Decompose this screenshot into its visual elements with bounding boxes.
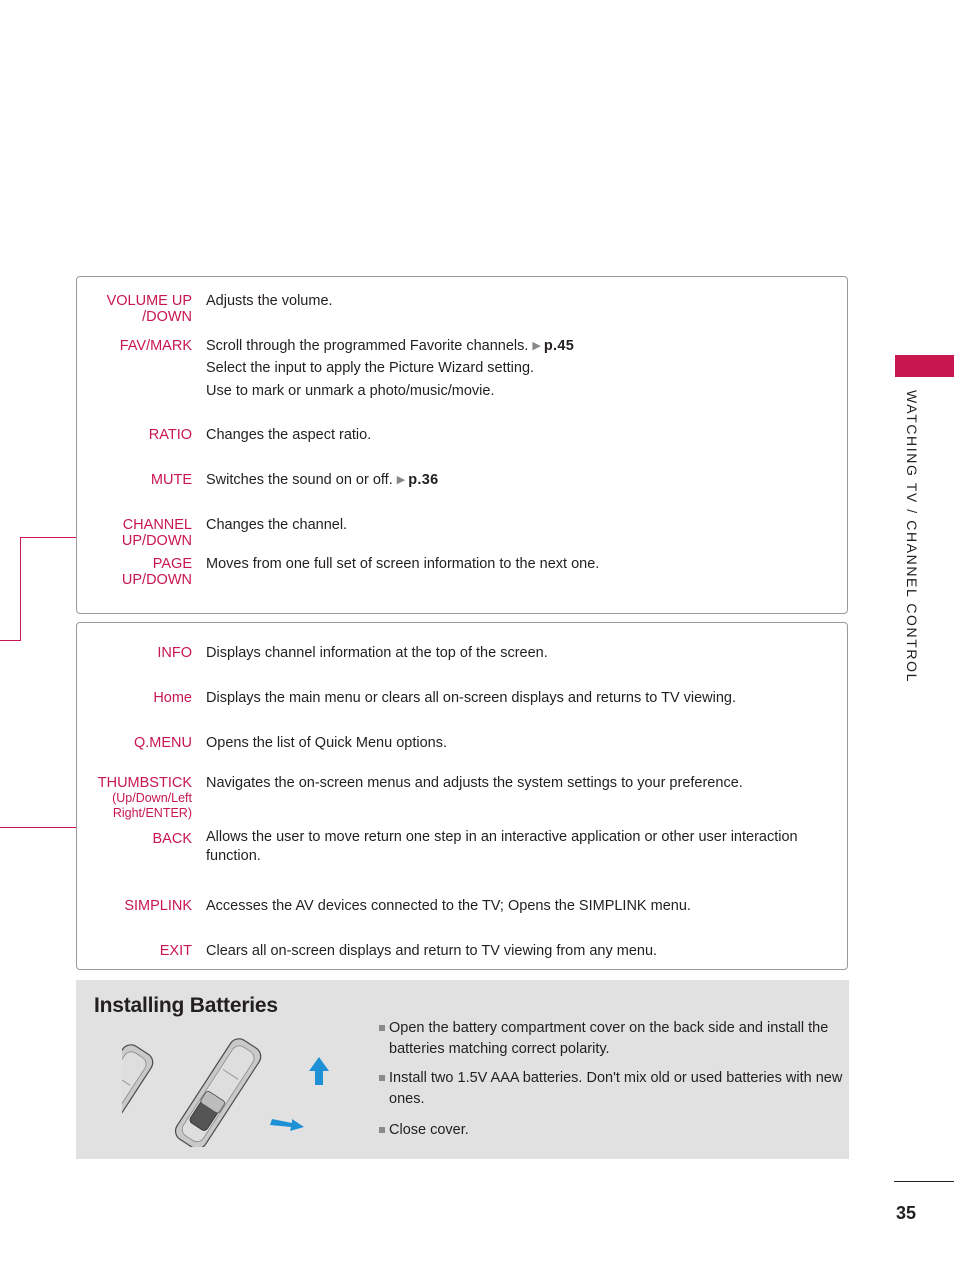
- page-number: 35: [896, 1203, 917, 1223]
- key-label: Q.MENU: [134, 735, 192, 751]
- key-label: MUTE: [150, 472, 192, 488]
- key-description: Moves from one full set of screen information to the next one.: [206, 556, 600, 572]
- key-label: SIMPLINK: [124, 898, 192, 914]
- key-label: CHANNEL UP/DOWN: [121, 517, 192, 549]
- section-title: Installing Batteries: [94, 994, 278, 1017]
- footer-divider: [894, 1181, 954, 1182]
- key-description: Allows the user to move return one step in an interactive application or other user interaction function.: [206, 829, 798, 864]
- key-label: PAGE UP/DOWN: [121, 556, 192, 588]
- button-table-2: [76, 622, 848, 970]
- key-sublabel: (Up/Down/Left Right/ENTER): [112, 791, 192, 820]
- chapter-tab: [895, 355, 954, 377]
- button-table-1: [76, 276, 848, 614]
- key-label: Home: [153, 690, 192, 706]
- chapter-label: WATCHING TV / CHANNEL CONTROL: [904, 390, 920, 683]
- key-description: Opens the list of Quick Menu options.: [206, 735, 447, 751]
- arrow-right-icon: ▶: [396, 474, 406, 486]
- page-reference-link[interactable]: p.45: [543, 338, 575, 354]
- key-description: Displays the main menu or clears all on-screen displays and returns to TV viewing.: [206, 690, 737, 706]
- remote-battery-illustration: [122, 1035, 352, 1147]
- key-description: Displays channel information at the top of the screen.: [206, 645, 548, 661]
- key-label: RATIO: [148, 427, 192, 443]
- key-label: THUMBSTICK (Up/Down/Left Right/ENTER): [82, 775, 192, 821]
- arrow-right-icon: ▶: [532, 340, 541, 352]
- key-description: Changes the aspect ratio.: [206, 427, 372, 443]
- key-description: Clears all on-screen displays and return to TV viewing from any menu.: [206, 943, 658, 959]
- key-description: Scroll through the programmed Favorite channels. ▶ p.45 Select the input to apply the Picture Wizard setting. Use to mark or unmark a photo/music/movie.: [206, 338, 575, 399]
- key-label: EXIT: [159, 943, 192, 959]
- key-description: Navigates the on-screen menus and adjusts the system settings to your preference.: [206, 775, 743, 791]
- installing-batteries-section: [76, 980, 849, 1159]
- callout-line: [20, 537, 78, 641]
- key-description: Changes the channel.: [206, 517, 348, 533]
- key-label: VOLUME UP /DOWN: [106, 293, 192, 325]
- callout-line: [0, 827, 77, 828]
- callout-line: [0, 640, 21, 641]
- key-label: FAV/MARK: [119, 338, 192, 354]
- key-description: Switches the sound on or off. ▶ p.36: [206, 472, 439, 488]
- list-item: Open the battery compartment cover on the back side and install the batteries matching correct polarity.: [378, 1018, 846, 1060]
- battery-steps: [378, 1018, 846, 1141]
- key-description: Accesses the AV devices connected to the TV; Opens the SIMPLINK menu.: [206, 898, 691, 914]
- key-label: BACK: [152, 831, 192, 847]
- list-item: Install two 1.5V AAA batteries. Don't mix old or used batteries with new ones.: [378, 1068, 846, 1110]
- list-item: Close cover.: [378, 1120, 846, 1141]
- page-reference-link[interactable]: p.36: [408, 472, 439, 488]
- key-label: INFO: [157, 645, 192, 661]
- key-description: Adjusts the volume.: [206, 293, 333, 309]
